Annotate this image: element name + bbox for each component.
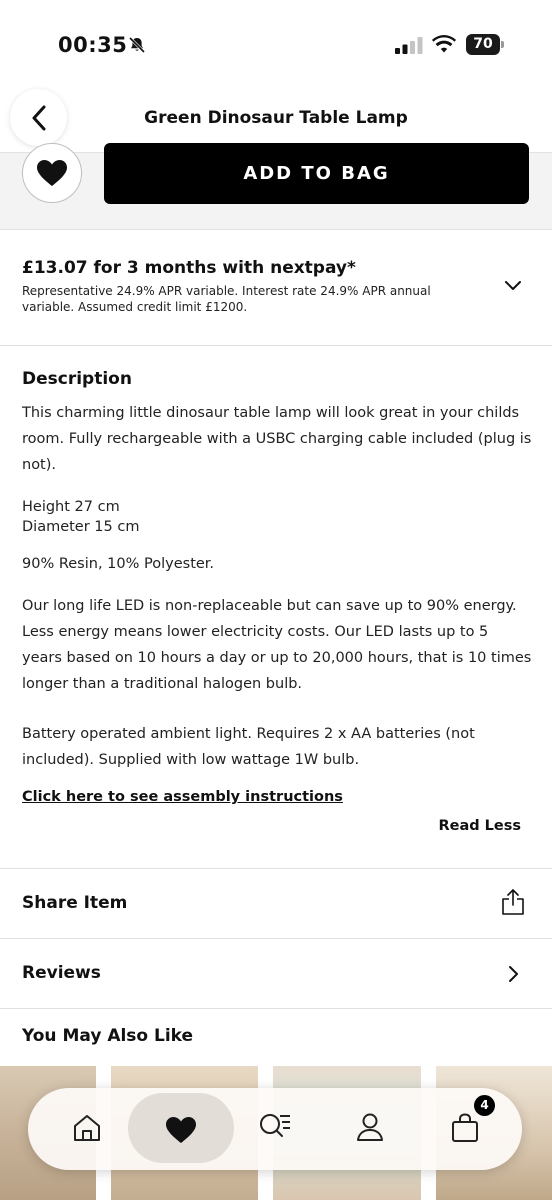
section-divider [0, 868, 552, 869]
bell-muted-icon [128, 36, 146, 54]
favourite-button[interactable] [22, 143, 82, 203]
search-list-icon[interactable] [259, 1111, 291, 1143]
section-divider [0, 1008, 552, 1009]
section-divider [0, 345, 552, 346]
page-title: Green Dinosaur Table Lamp [144, 108, 408, 128]
status-time: 00:35 [58, 33, 128, 57]
bag-count-badge: 4 [474, 1095, 495, 1116]
recommendations-heading: You May Also Like [22, 1026, 194, 1046]
description-material: 90% Resin, 10% Polyester. [22, 556, 215, 572]
signal-icon [395, 37, 423, 54]
description-battery: Battery operated ambient light. Requires 2 x AA batteries (not included). Supplied with low wattage 1W bulb. [22, 726, 475, 768]
battery-indicator [466, 34, 504, 55]
chevron-down-icon[interactable] [503, 278, 523, 292]
heart-icon[interactable] [165, 1114, 197, 1146]
section-divider [0, 938, 552, 939]
share-icon[interactable] [501, 888, 525, 916]
description-intro: This charming little dinosaur table lamp will look great in your childs room. Fully rechargeable with a USBC charging cable included (plug is not). [22, 405, 532, 473]
bag-icon[interactable] [449, 1112, 481, 1144]
battery-level: 70 [466, 34, 500, 55]
battery-cap [501, 41, 504, 48]
account-icon[interactable] [354, 1111, 386, 1143]
read-less-button[interactable]: Read Less [438, 818, 521, 834]
reviews-label[interactable]: Reviews [22, 963, 101, 983]
description-height: Height 27 cm [22, 499, 120, 515]
home-icon[interactable] [71, 1112, 103, 1144]
description-heading: Description [22, 369, 132, 389]
description-led: Our long life LED is non-replaceable but can save up to 90% energy. Less energy means lower electricity costs. Our LED lasts up to 5 years based on 10 hours a day or up to 20,000 hours, that is 10 times longer than a traditional halogen bulb. [22, 598, 532, 692]
wifi-icon [432, 35, 456, 53]
add-to-bag-button[interactable]: ADD TO BAG [104, 143, 529, 204]
heart-icon [36, 159, 68, 187]
assembly-instructions-link[interactable]: Click here to see assembly instructions [22, 789, 343, 805]
nextpay-title: £13.07 for 3 months with nextpay* [22, 258, 356, 278]
description-body [22, 400, 532, 773]
chevron-right-icon[interactable] [506, 964, 520, 984]
nextpay-terms: Representative 24.9% APR variable. Interest rate 24.9% APR annual variable. Assumed credit limit £1200. [22, 284, 431, 314]
description-diameter: Diameter 15 cm [22, 519, 140, 535]
share-item-label[interactable]: Share Item [22, 893, 128, 913]
